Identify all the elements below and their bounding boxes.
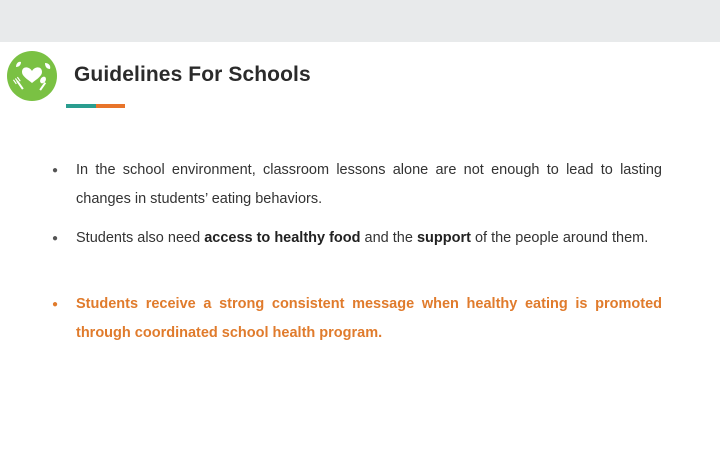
bullet-text: Students receive a strong consistent message when healthy eating is promoted through coordinated school health program. [76, 296, 662, 341]
healthy-food-heart-icon [7, 51, 57, 101]
bullet-dot-icon: ● [52, 233, 59, 244]
bullet-item [52, 156, 662, 214]
top-band [0, 0, 720, 42]
bullet-text: In the school environment, classroom lessons alone are not enough to lead to lasting changes in students’ eating behaviors. [76, 162, 662, 207]
bullet-item-highlighted [52, 290, 662, 348]
title-accent-teal [66, 104, 96, 108]
bullet-text-part: Students also need [76, 230, 205, 246]
title-accent-orange [96, 104, 125, 108]
slide-title: Guidelines For Schools [74, 63, 311, 86]
bullet-text-part: of the people around them. [470, 230, 649, 246]
bullet-dot-icon: ● [52, 165, 59, 176]
bullet-dot-icon: ● [52, 299, 59, 310]
bullet-emphasis-support: support [416, 230, 471, 246]
bullet-text-part: and the [360, 230, 417, 246]
bullet-item [52, 224, 662, 253]
bullet-emphasis-healthy-food: access to healthy food [204, 230, 361, 246]
